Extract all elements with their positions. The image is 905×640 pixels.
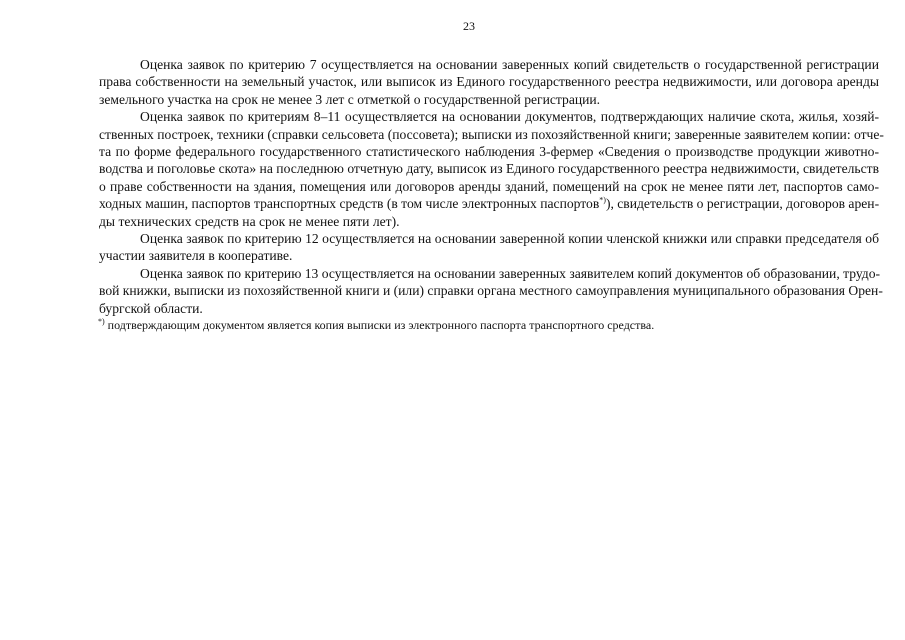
text-line: бургской области. — [99, 300, 203, 316]
text-line: вой книжки, выписки из похозяйственной книги и (или) справки органа местного самоуправления муниципального образования Орен- — [99, 283, 883, 299]
text-line: земельного участка на срок не менее 3 лет с отметкой о государственной регистрации. — [99, 91, 601, 107]
text-line-with-footnote-marker — [58, 195, 879, 212]
text-line: ственных построек, техники (справки сельсовета (поссовета); выписки из похозяйственной книги; заверенные заявителем копии: отче- — [99, 126, 884, 142]
footnote-marker: *) — [98, 317, 105, 327]
page-number: 23 — [463, 19, 475, 33]
text-line: та по форме федерального государственного статистического наблюдения 3-фермер «Сведения о производстве продукции животно- — [99, 144, 879, 160]
text-fragment: ), свидетельств о регистрации, договоров арен- — [605, 196, 880, 212]
text-line: участии заявителя в кооперативе. — [99, 248, 293, 264]
text-line: ды технических средств на срок не менее пяти лет). — [99, 213, 400, 229]
footnote-text: подтверждающим документом является копия выписки из электронного паспорта транспортного средства. — [104, 318, 655, 333]
text-fragment: ходных машин, паспортов транспортных средств (в том числе электронных паспортов — [99, 196, 600, 212]
text-line: Оценка заявок по критерию 12 осуществляется на основании заверенной копии членской книжки или справки председателя об — [140, 231, 879, 247]
document-body — [58, 56, 884, 334]
text-line: водства и поголовье скота» на последнюю отчетную дату, выписок из Единого государственного реестра недвижимости, свидетельств — [99, 161, 879, 177]
footnote — [58, 317, 879, 334]
text-line: права собственности на земельный участок, или выписок из Единого государственного реестра недвижимости, или договора аренды — [99, 74, 879, 90]
text-line: Оценка заявок по критериям 8–11 осуществляется на основании документов, подтверждающих наличие скота, жилья, хозяй- — [140, 109, 879, 125]
text-line: Оценка заявок по критерию 13 осуществляется на основании заверенных заявителем копий документов об образовании, трудо- — [140, 265, 881, 281]
paragraph-criteria-8-11 — [58, 108, 884, 230]
paragraph-criterion-12 — [58, 230, 879, 265]
paragraph-criterion-7 — [58, 56, 879, 108]
paragraph-criterion-13 — [58, 265, 883, 317]
footnote-marker: *) — [599, 195, 606, 205]
text-line: о праве собственности на здания, помещения или договоров аренды зданий, помещений на срок не менее пяти лет, паспортов само- — [99, 178, 879, 194]
text-line: Оценка заявок по критерию 7 осуществляется на основании заверенных копий свидетельств о государственной регистрации — [140, 57, 879, 72]
